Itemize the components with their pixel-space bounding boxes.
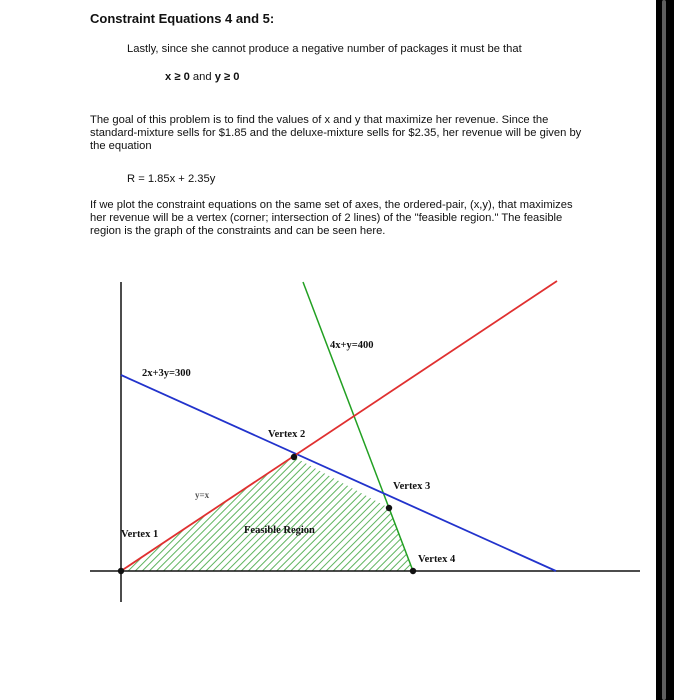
vertex-4-dot <box>410 568 416 574</box>
section-heading: Constraint Equations 4 and 5: <box>90 11 275 26</box>
feasible-region-label: Feasible Region <box>244 525 315 536</box>
paragraph-feasible-region: If we plot the constraint equations on the same set of axes, the ordered-pair, (x,y), that maximizes her revenue will be a vertex (corner; intersection of 2 lines) of the "feasible region." The feasible region is the graph of the constraints and can be seen here. <box>90 199 573 237</box>
vertex-3-label: Vertex 3 <box>393 481 431 492</box>
y-condition: y ≥ 0 <box>214 71 240 83</box>
nonnegativity-condition <box>165 71 240 83</box>
blue-line-label: 2x+3y=300 <box>142 368 191 379</box>
red-line-label: y=x <box>195 490 210 500</box>
vertex-1-label: Vertex 1 <box>121 529 159 540</box>
paragraph-goal: The goal of this problem is to find the values of x and y that maximize her revenue. Since the standard-mixture sells for $1.85 and the deluxe-mixture sells for $2.35, her revenue will be given by the equation <box>90 114 582 152</box>
paragraph-nonnegativity: Lastly, since she cannot produce a negative number of packages it must be that <box>127 43 522 55</box>
vertex-2-dot <box>291 454 297 460</box>
scrollbar[interactable] <box>662 0 666 700</box>
vertex-2-label: Vertex 2 <box>268 429 306 440</box>
vertex-1-dot <box>118 568 124 574</box>
feasible-region-graph <box>0 260 656 620</box>
revenue-equation: R = 1.85x + 2.35y <box>127 173 216 185</box>
vertex-4-label: Vertex 4 <box>418 554 456 565</box>
x-condition: x ≥ 0 <box>165 71 190 83</box>
condition-joiner: and <box>189 71 215 83</box>
vertex-3-dot <box>386 505 392 511</box>
green-line-label: 4x+y=400 <box>330 340 374 351</box>
